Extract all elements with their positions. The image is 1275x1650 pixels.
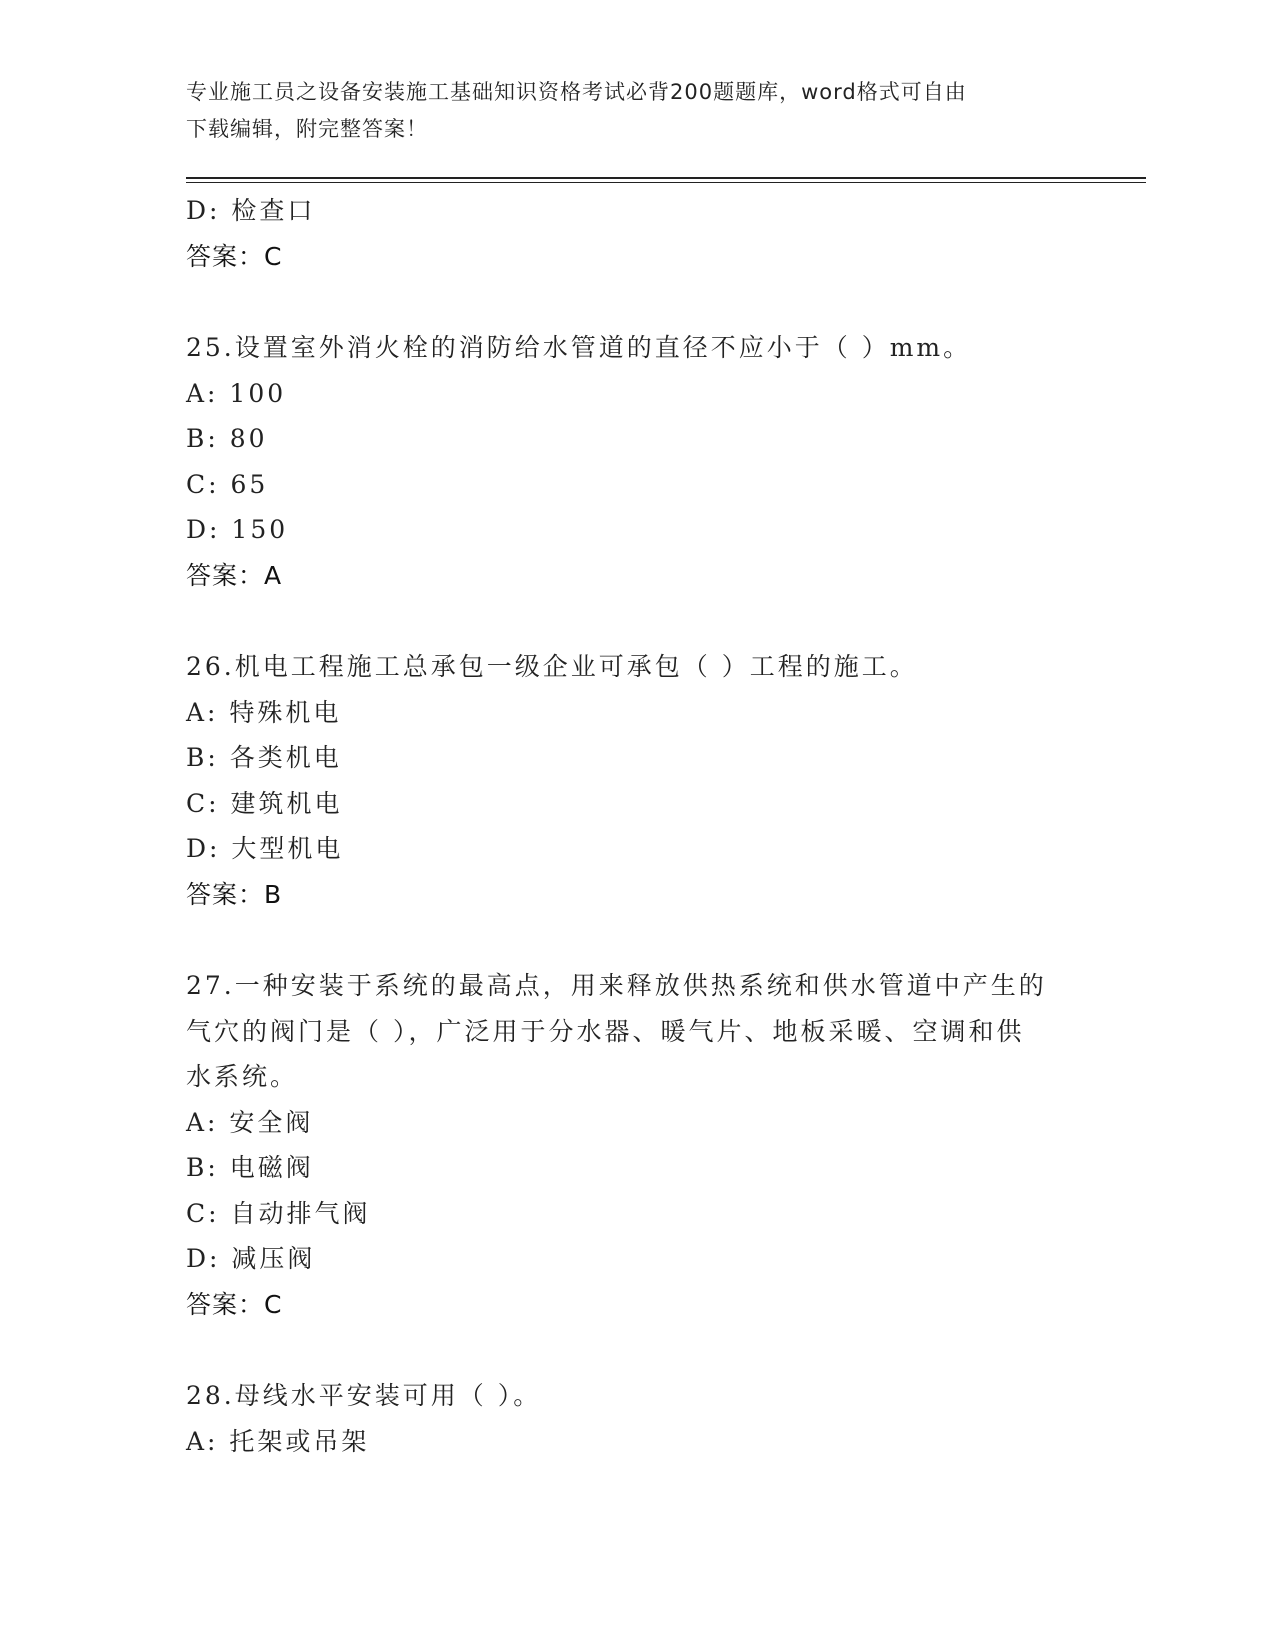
- spacer: [186, 279, 1086, 325]
- header-line-1: 专业施工员之设备安装施工基础知识资格考试必背200题题库，word格式可自由: [186, 80, 967, 104]
- option-a: A: 100: [186, 378, 287, 408]
- option-c: C: 65: [186, 469, 269, 499]
- question-26: [186, 644, 1086, 917]
- option-d: D: 检查口: [186, 196, 316, 225]
- question-list: [186, 188, 1086, 1464]
- question-text-line-1: 27.一种安装于系统的最高点，用来释放供热系统和供水管道中产生的: [186, 971, 1047, 1000]
- question-text: 25.设置室外消火栓的消防给水管道的直径不应小于（ ）mm。: [186, 333, 972, 362]
- option-a: A: 托架或吊架: [186, 1426, 370, 1456]
- question-27: [186, 963, 1086, 1327]
- spacer: [186, 917, 1086, 963]
- option-c: C: 自动排气阀: [186, 1198, 371, 1228]
- question-25: [186, 325, 1086, 598]
- option-b: B: 80: [186, 424, 268, 453]
- question-text: 28.母线水平安装可用（ ）。: [186, 1381, 542, 1410]
- option-d: D: 150: [186, 515, 289, 544]
- question-text-line-3: 水系统。: [186, 1062, 299, 1091]
- spacer: [186, 598, 1086, 644]
- question-24-tail: [186, 188, 1086, 279]
- option-a: A: 特殊机电: [186, 697, 342, 727]
- question-text-line-2: 气穴的阀门是（ ），广泛用于分水器、暖气片、地板采暖、空调和供: [186, 1016, 1025, 1046]
- answer-line: 答案：C: [186, 1289, 283, 1319]
- spacer: [186, 1327, 1086, 1373]
- option-c: C: 建筑机电: [186, 788, 343, 818]
- answer-line: 答案：C: [186, 241, 283, 271]
- option-d: D: 减压阀: [186, 1244, 316, 1273]
- question-text: 26.机电工程施工总承包一级企业可承包（ ）工程的施工。: [186, 652, 918, 681]
- answer-line: 答案：B: [186, 879, 283, 909]
- header-line-2: 下载编辑，附完整答案！: [186, 117, 428, 141]
- question-28: [186, 1373, 1086, 1464]
- option-b: B: 各类机电: [186, 743, 342, 772]
- option-d: D: 大型机电: [186, 834, 344, 863]
- header-divider-thin: [186, 182, 1146, 183]
- document-header: [186, 74, 1086, 148]
- header-divider-thick: [186, 177, 1146, 179]
- option-b: B: 电磁阀: [186, 1153, 314, 1182]
- answer-line: 答案：A: [186, 560, 283, 590]
- option-a: A: 安全阀: [186, 1107, 314, 1137]
